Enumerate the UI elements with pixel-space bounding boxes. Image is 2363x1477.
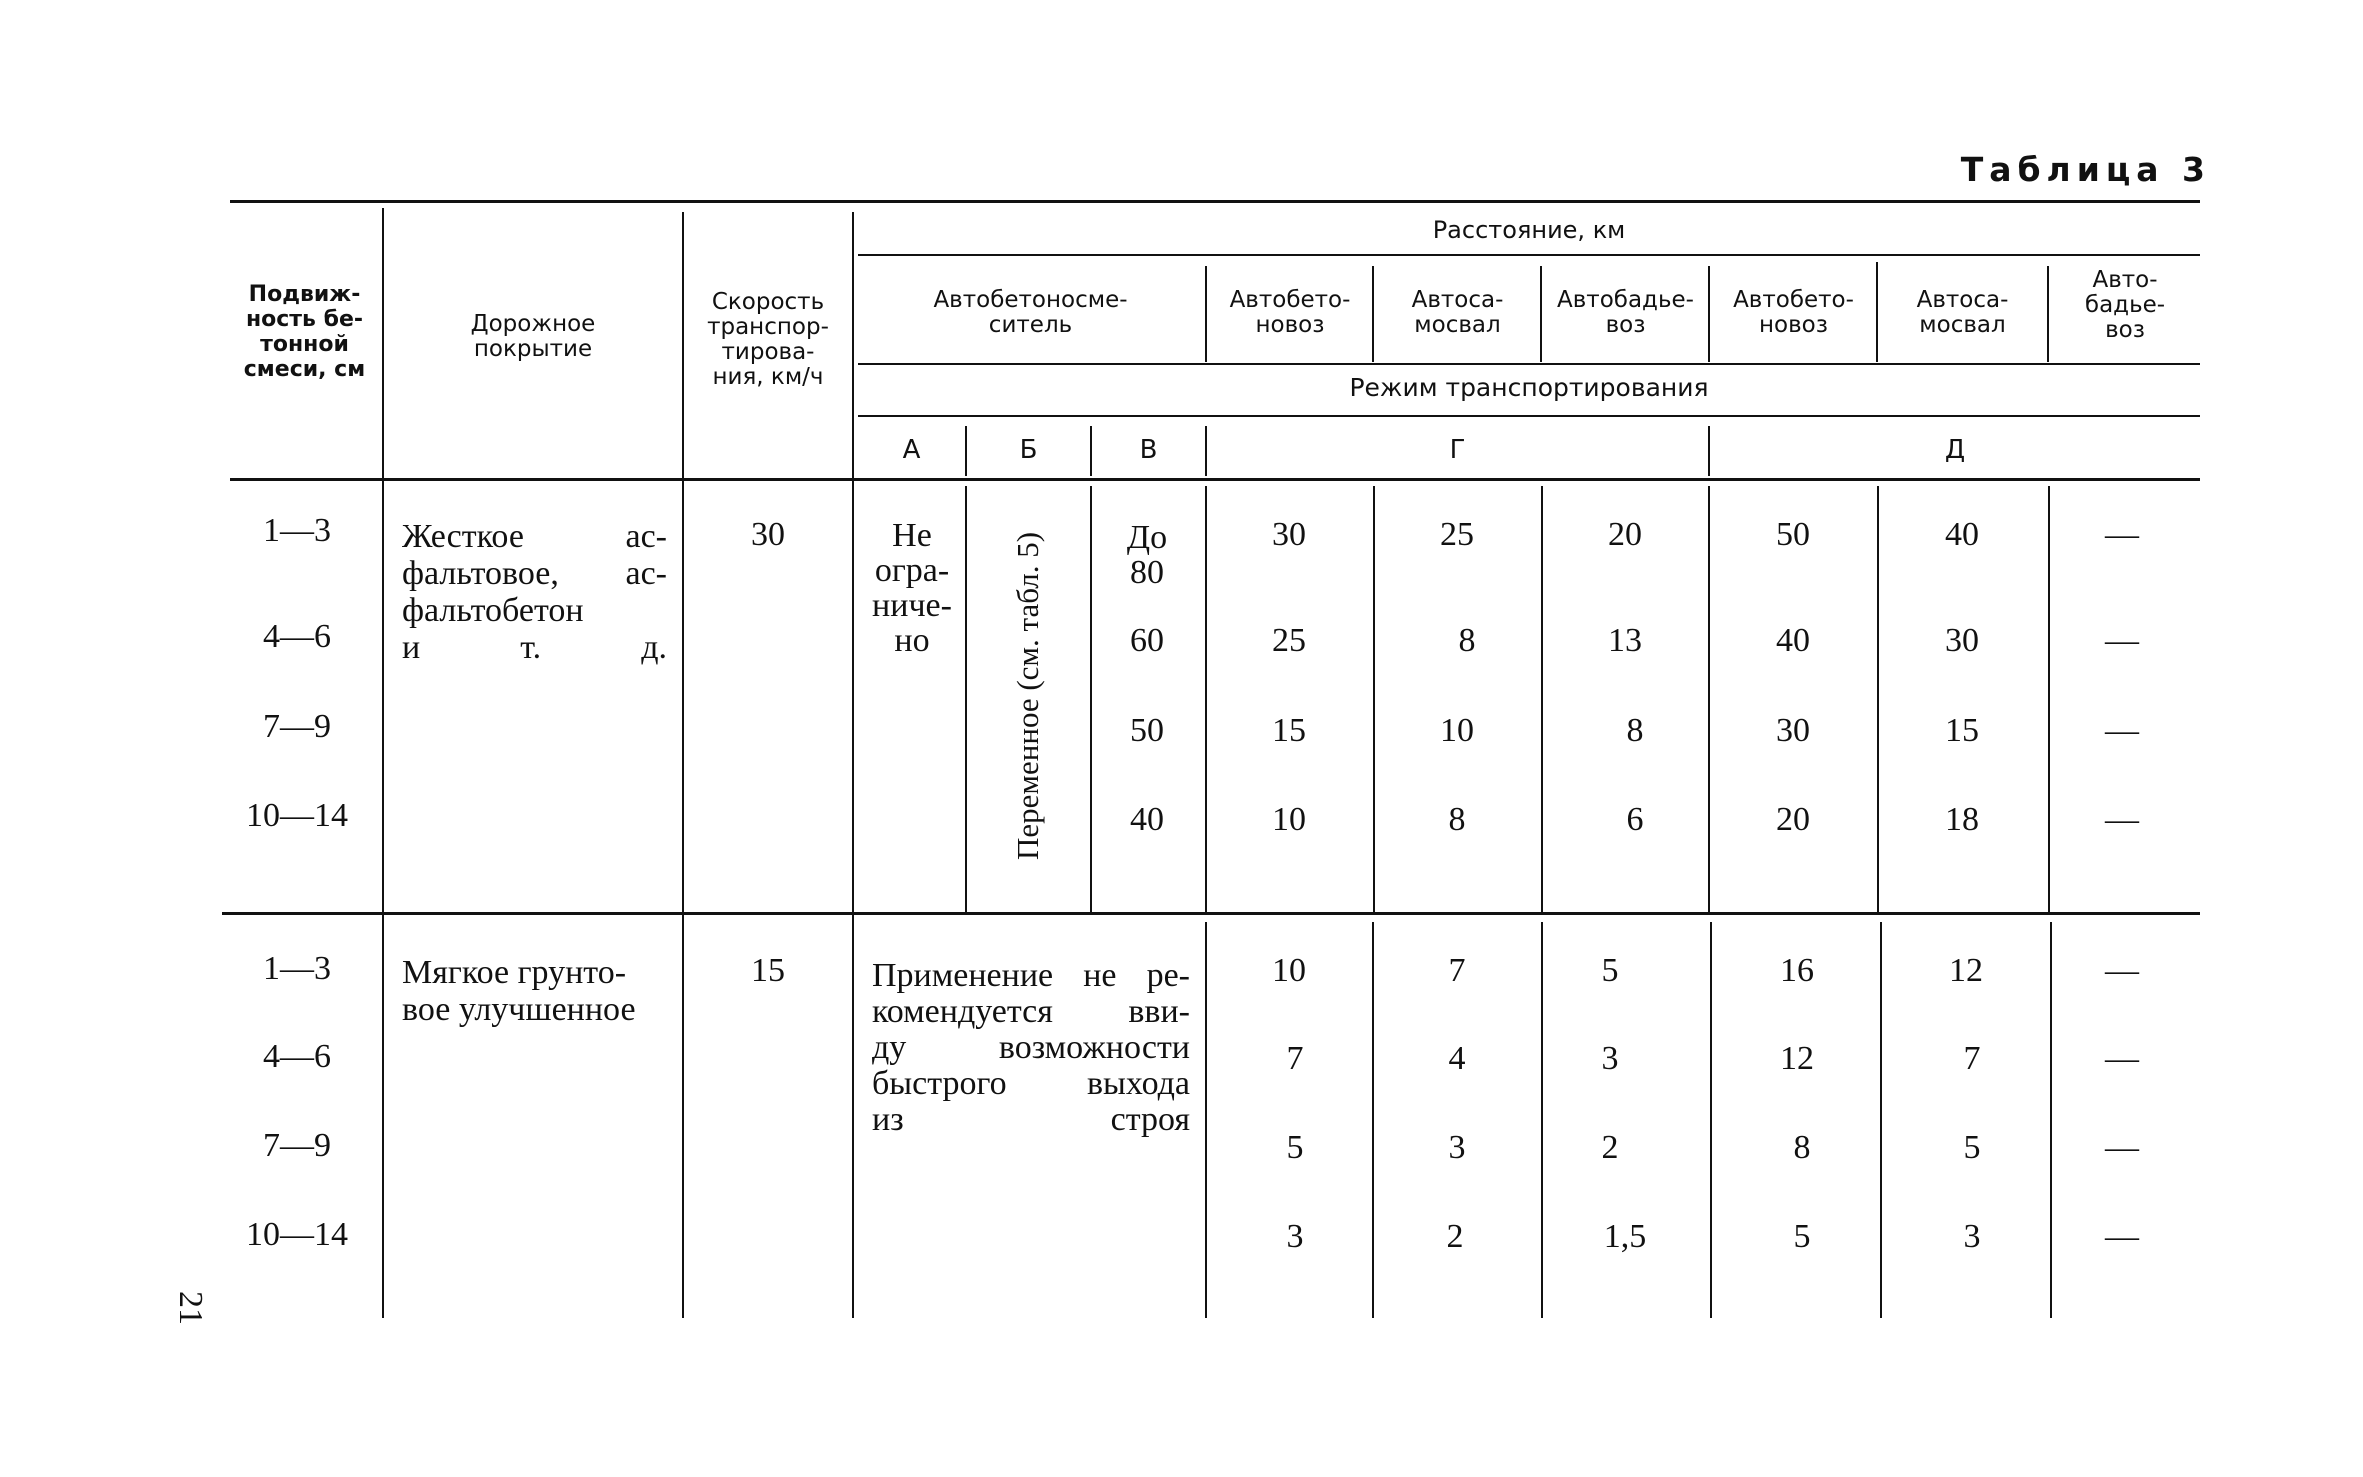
vline-h-1 xyxy=(1205,266,1207,362)
g1-mobility-3: 7—9 xyxy=(263,708,331,745)
g2-r3-c3: 2 xyxy=(1601,1129,1619,1166)
g2-r2-c2: 4 xyxy=(1448,1040,1466,1077)
g2-r2-c4: 12 xyxy=(1780,1040,1814,1077)
rule-group-divider xyxy=(222,912,2200,915)
vline-g2-f xyxy=(1541,922,1543,1318)
vline-g1-d xyxy=(1373,486,1375,912)
header-surface: Дорожное покрытие xyxy=(470,311,596,362)
vline-g1-a xyxy=(965,486,967,912)
vline-g2-h xyxy=(1880,922,1882,1318)
g1-r3-c2: 10 xyxy=(1440,712,1474,749)
g2-r4-c5: 3 xyxy=(1963,1218,1981,1255)
header-distance: Расстояние, км xyxy=(1432,216,1626,244)
header-vehicle-dump-truck-1: Автоса- мосвал xyxy=(1411,287,1504,338)
g2-speed: 15 xyxy=(751,952,785,989)
vline-g2-e xyxy=(1372,922,1374,1318)
header-vehicle-dump-truck-2: Автоса- мосвал xyxy=(1916,287,2009,338)
vline-h-6 xyxy=(2047,266,2049,362)
header-mobility: Подвиж- ность бе- тонной смеси, см xyxy=(243,282,366,382)
vline-g2-d xyxy=(1205,922,1207,1318)
g1-mode-v-1: До 80 xyxy=(1126,519,1168,591)
g1-speed: 30 xyxy=(751,516,785,553)
g2-r2-c3: 3 xyxy=(1601,1040,1619,1077)
g2-r4-c3: 1,5 xyxy=(1603,1218,1647,1255)
g2-mobility-2: 4—6 xyxy=(263,1038,331,1075)
rule-top xyxy=(230,200,2200,203)
g1-mobility-1: 1—3 xyxy=(263,512,331,549)
header-mode-title: Режим транспортирования xyxy=(1349,373,1709,402)
rule-header-bottom xyxy=(230,478,2200,481)
g1-r4-c1: 10 xyxy=(1272,801,1306,838)
header-vehicle-bucket-truck-2: Авто- бадье- воз xyxy=(2084,267,2166,343)
g1-r2-c6: — xyxy=(2105,622,2139,659)
g1-r2-c2: 8 xyxy=(1458,622,1476,659)
g1-r1-c6: — xyxy=(2105,516,2139,553)
header-vehicle-mixer: Автобетоносме- ситель xyxy=(933,287,1128,338)
g1-r2-c1: 25 xyxy=(1272,622,1306,659)
vline-g1-e xyxy=(1541,486,1543,912)
g1-r2-c5: 30 xyxy=(1945,622,1979,659)
header-mode-a: А xyxy=(902,435,921,465)
g1-surface: Жесткое ас- фальтовое, ас- фальтобетон и т. д. xyxy=(402,518,667,666)
g2-r1-c3: 5 xyxy=(1601,952,1619,989)
g2-r1-c1: 10 xyxy=(1272,952,1306,989)
g1-r3-c4: 30 xyxy=(1776,712,1810,749)
g1-mode-b-text: Переменное (см. табл. 5) xyxy=(1010,531,1045,861)
g2-r2-c6: — xyxy=(2105,1040,2139,1077)
g2-r3-c2: 3 xyxy=(1448,1129,1466,1166)
vline-h-3 xyxy=(1540,266,1542,362)
g2-r2-c1: 7 xyxy=(1286,1040,1304,1077)
g2-r4-c4: 5 xyxy=(1793,1218,1811,1255)
g1-mode-v-3: 50 xyxy=(1130,712,1164,749)
header-mode-g: Г xyxy=(1449,435,1466,465)
header-mode-v: В xyxy=(1139,435,1158,465)
vline-h-2 xyxy=(1372,266,1374,362)
g1-r4-c3: 6 xyxy=(1626,801,1644,838)
vline-h-4 xyxy=(1708,266,1710,362)
g2-r1-c4: 16 xyxy=(1780,952,1814,989)
g1-mode-b xyxy=(968,486,1088,906)
header-vehicle-bucket-truck-1: Автобадье- воз xyxy=(1557,287,1694,338)
g2-note: Применение не ре- комендуется вви- ду возможности быстрого выхода из строя xyxy=(872,957,1190,1138)
g1-r4-c6: — xyxy=(2105,801,2139,838)
page-number-text: 21 xyxy=(172,1291,209,1325)
g1-r4-c2: 8 xyxy=(1448,801,1466,838)
g2-r1-c5: 12 xyxy=(1949,952,1983,989)
g2-r3-c6: — xyxy=(2105,1129,2139,1166)
g2-mobility-4: 10—14 xyxy=(246,1216,348,1253)
g1-r4-c4: 20 xyxy=(1776,801,1810,838)
g1-r1-c3: 20 xyxy=(1608,516,1642,553)
g2-surface: Мягкое грунто- вое улучшенное xyxy=(402,954,636,1028)
vline-g2-i xyxy=(2050,922,2052,1318)
g2-mobility-1: 1—3 xyxy=(263,950,331,987)
g1-r1-c4: 50 xyxy=(1776,516,1810,553)
header-vehicle-concrete-carrier-1: Автобето- новоз xyxy=(1229,287,1351,338)
g1-r3-c6: — xyxy=(2105,712,2139,749)
g2-r2-c5: 7 xyxy=(1963,1040,1981,1077)
g2-r4-c1: 3 xyxy=(1286,1218,1304,1255)
g2-r1-c6: — xyxy=(2105,952,2139,989)
vline-g1-g xyxy=(1877,486,1879,912)
g2-r4-c6: — xyxy=(2105,1218,2139,1255)
vline-3 xyxy=(852,212,854,1318)
rule-distance xyxy=(858,254,2200,256)
g1-mode-v-4: 40 xyxy=(1130,801,1164,838)
g1-mode-a: Не огра- ниче- но xyxy=(872,517,952,659)
vline-g1-b xyxy=(1090,486,1092,912)
g1-mode-v-2: 60 xyxy=(1130,622,1164,659)
table-label: Таблица 3 xyxy=(1960,150,2211,189)
vline-g2-g xyxy=(1710,922,1712,1318)
g2-r3-c4: 8 xyxy=(1793,1129,1811,1166)
header-vehicle-concrete-carrier-2: Автобето- новоз xyxy=(1733,287,1854,338)
vline-h-5 xyxy=(1876,262,1878,362)
vline-g1-c xyxy=(1205,486,1207,912)
header-mode-b: Б xyxy=(1019,435,1038,465)
g1-r2-c3: 13 xyxy=(1608,622,1642,659)
g1-r4-c5: 18 xyxy=(1945,801,1979,838)
g1-r2-c4: 40 xyxy=(1776,622,1810,659)
vline-2 xyxy=(682,212,684,1318)
g1-r3-c3: 8 xyxy=(1626,712,1644,749)
g2-r3-c1: 5 xyxy=(1286,1129,1304,1166)
page-number xyxy=(160,1278,220,1338)
vline-1 xyxy=(382,208,384,1318)
g1-r1-c5: 40 xyxy=(1945,516,1979,553)
g2-mobility-3: 7—9 xyxy=(263,1127,331,1164)
rule-mode-title xyxy=(858,415,2200,417)
g1-r3-c5: 15 xyxy=(1945,712,1979,749)
vline-g1-f xyxy=(1708,486,1710,912)
vline-g1-h xyxy=(2048,486,2050,912)
g1-r1-c1: 30 xyxy=(1272,516,1306,553)
g1-mobility-4: 10—14 xyxy=(246,797,348,834)
g2-r1-c2: 7 xyxy=(1448,952,1466,989)
header-mode-d: Д xyxy=(1944,435,1966,465)
g1-r3-c1: 15 xyxy=(1272,712,1306,749)
g1-mobility-2: 4—6 xyxy=(263,618,331,655)
rule-vehicles xyxy=(858,363,2200,365)
g2-r3-c5: 5 xyxy=(1963,1129,1981,1166)
header-speed: Скорость транспор- тирова- ния, км/ч xyxy=(707,289,829,390)
g1-r1-c2: 25 xyxy=(1440,516,1474,553)
g2-r4-c2: 2 xyxy=(1446,1218,1464,1255)
